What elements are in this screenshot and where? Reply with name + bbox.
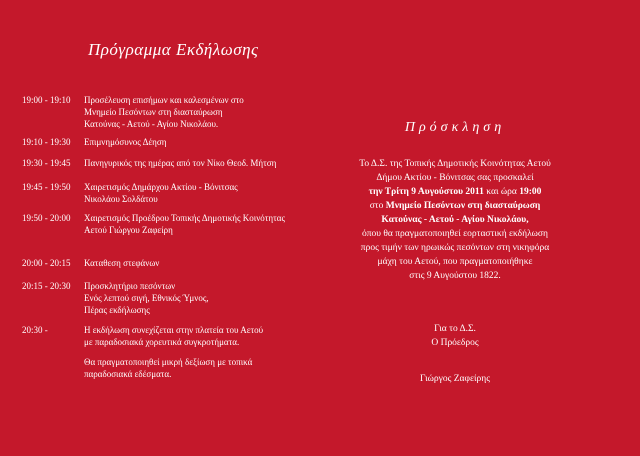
invitation-line: Δήμου Ακτίου - Βόνιτσας σας προσκαλεί: [376, 173, 534, 183]
invitation-place: Μνημείο Πεσόντων στη διασταύρωση: [385, 201, 541, 211]
program-time: 20:15 - 20:30: [22, 281, 71, 291]
program-time: 19:50 - 20:00: [22, 213, 71, 223]
invitation-line: μάχη του Αετού, που πραγματοποιήθηκε: [377, 257, 533, 267]
invitation-line: [340, 199, 570, 213]
invitation-date: την Τρίτη 9 Αυγούστου 2011: [368, 187, 484, 197]
program-text: Ενός λεπτού σιγή, Εθνικός Ύμνος,: [84, 293, 209, 303]
invitation-line: Το Δ.Σ. της Τοπικής Δημοτικής Κοινότητας Αετού: [359, 159, 551, 169]
program-text: Μνημείο Πεσόντων στη διασταύρωση: [84, 107, 223, 117]
invitation-line: στις 9 Αυγούστου 1822.: [409, 271, 501, 281]
invitation-text-span: στο: [369, 201, 386, 211]
invitation-time: 19:00: [519, 187, 542, 197]
program-text: με παραδοσιακά χορευτικά συγκροτήματα.: [84, 337, 240, 347]
invitation-text: [340, 157, 570, 283]
invitation-place-line: Κατούνας - Αετού - Αγίου Νικολάου,: [381, 215, 529, 225]
program-title: Πρόγραμμα Εκδήλωσης: [88, 40, 259, 59]
program-text: Η εκδήλωση συνεχίζεται στην πλατεία του Αετού: [84, 325, 264, 335]
invitation-title: Πρόσκληση: [404, 120, 506, 135]
invitation-line: [340, 185, 570, 199]
program-text: Πέρας εκδήλωσης: [84, 305, 150, 315]
program-text: παραδοσιακά εδέσματα.: [84, 369, 172, 379]
program-text: Αετού Γιώργου Ζαφείρη: [84, 225, 173, 235]
program-text: Πανηγυρικός της ημέρας από τον Νίκο Θεοδ. Μήτση: [84, 158, 277, 168]
program-time: 19:45 - 19:50: [22, 182, 71, 192]
program-text: Καταθεση στεφάνων: [84, 258, 160, 268]
invitation-line: όπου θα πραγματοποιηθεί εορταστική εκδήλωση: [361, 229, 549, 239]
program-time: 19:10 - 19:30: [22, 137, 71, 147]
program-text: Προσκλητήριο πεσόντων: [84, 281, 176, 291]
program-text: Κατούνας - Αετού - Αγίου Νικολάου.: [84, 119, 219, 129]
program-time: 19:30 - 19:45: [22, 158, 71, 168]
program-time: 20:00 - 20:15: [22, 258, 71, 268]
program-text: Θα πραγματοποιηθεί μικρή δεξίωση με τοπικά: [84, 357, 253, 367]
signature-name: Γιώργος Ζαφείρης: [419, 374, 491, 384]
invitation-line: προς τιμήν των ηρωικώς πεσόντων στη νικηφόρα: [360, 243, 550, 253]
program-time: 19:00 - 19:10: [22, 95, 71, 105]
signature-for: Για το Δ.Σ.: [434, 324, 476, 334]
program-text: Επιμνημόσυνος Δέηση: [84, 137, 167, 147]
program-text: Χαιρετισμός Προέδρου Τοπικής Δημοτικής Κοινότητας: [84, 213, 286, 223]
program-text: Νικολάου Σολδάτου: [84, 194, 158, 204]
program-time: 20:30 -: [22, 325, 48, 335]
program-text: Προσέλευση επισήμων και καλεσμένων στο: [84, 95, 244, 105]
program-text: Χαιρετισμός Δημάρχου Ακτίου - Βόνιτσας: [84, 182, 238, 192]
signature-block: [340, 322, 570, 386]
invitation-text-span: και ώρα: [483, 187, 520, 197]
signature-role: Ο Πρόεδρος: [431, 338, 479, 348]
